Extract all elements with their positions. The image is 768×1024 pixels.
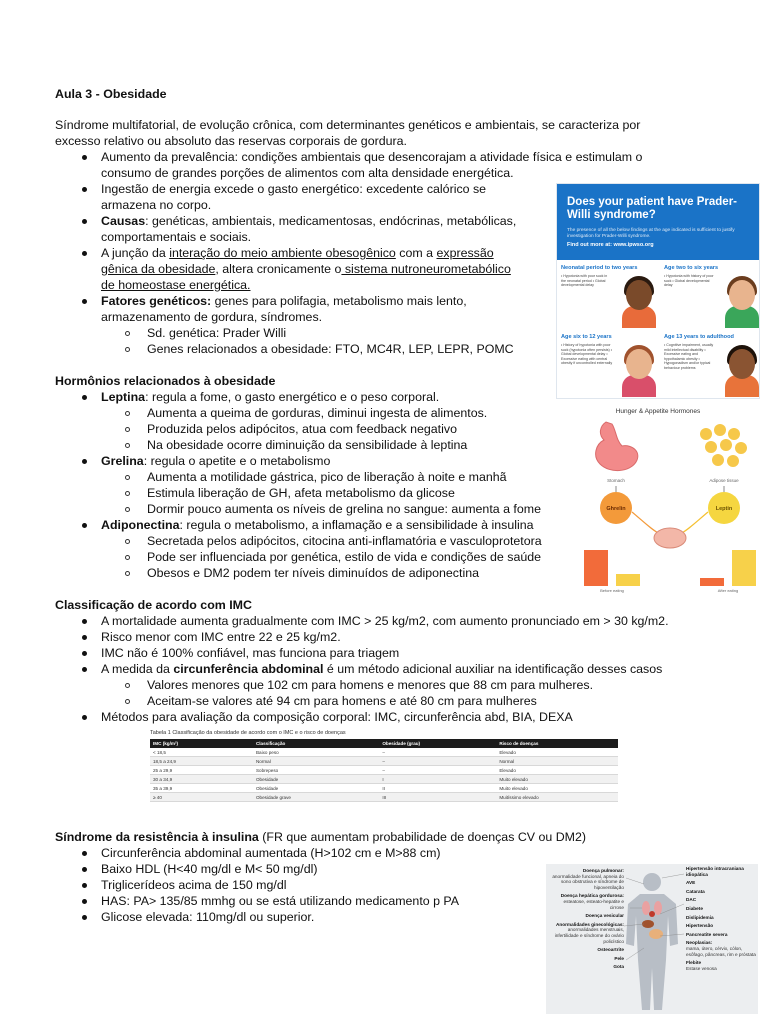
sub-bullet-circle xyxy=(125,699,130,704)
poster-age-cell xyxy=(660,331,760,399)
comorbidity-label: Doença vesicular xyxy=(585,913,624,919)
adipose-cells-icon xyxy=(700,424,747,467)
insulin-heading xyxy=(55,829,586,845)
table-cell: Muitíssimo elevado xyxy=(496,793,618,802)
table-header: Obesidade (grau) xyxy=(379,739,496,748)
comorbidity-label: Catarata xyxy=(686,888,705,894)
bullet-juncao-l3: de homeostase energética. xyxy=(101,278,251,292)
brain-icon xyxy=(654,528,686,548)
intro-line-2: excesso relativo ou absoluto das reservas corporais de gordura. xyxy=(55,134,407,148)
fatores-text: genes para polifagia, metabolismo mais lento, xyxy=(211,294,467,308)
imc-bullet-1: A mortalidade aumenta gradualmente com IMC > 25 kg/m2, com aumento pronunciado em > 30 kg/m2. xyxy=(101,614,669,628)
comorbidity-label: Diabete xyxy=(686,905,703,911)
comorbidities-figure xyxy=(546,864,758,1014)
poster-cell-text: • History of hypotonia with poor suck (hypotonia often persists) • Global developmental delay • Excessive eating with central obesity if uncontrolled externally xyxy=(561,343,613,366)
bullet-causas-l2: comportamentais e sociais. xyxy=(101,230,252,244)
imc-heading: Classificação de acordo com IMC xyxy=(55,598,252,612)
bullet-dot xyxy=(82,899,87,904)
comorbidity-label: Flebite Estase venosa xyxy=(686,960,717,971)
causas-label: Causas xyxy=(101,214,146,228)
bullet-dot xyxy=(82,619,87,624)
table-header-row xyxy=(150,739,618,748)
juncao-text-g: sistema nutroneurometabólico xyxy=(341,262,511,276)
table-caption: Tabela 1 Classificação da obesidade de acordo com o IMC e o risco de doenças xyxy=(150,730,346,736)
adiponectina-item xyxy=(101,517,534,533)
sub-bullet-circle xyxy=(125,571,130,576)
sub-bullet-circle xyxy=(125,427,130,432)
ghrelin-bar-high xyxy=(584,550,608,586)
intro-line-1: Síndrome multifatorial, de evolução crônica, com determinantes genéticos e ambientais, se caracteriza por xyxy=(55,118,641,132)
imc-bullet-4 xyxy=(101,661,662,677)
leptin-bar-high xyxy=(732,550,756,586)
table-cell: 35 a 39,9 xyxy=(150,784,253,793)
sub-bullet-circle xyxy=(125,475,130,480)
poster-cell-title: Age 13 years to adulthood xyxy=(664,334,734,340)
sub-prader-willi: Sd. genética: Prader Willi xyxy=(147,326,287,340)
insulin-item-4: HAS: PA> 135/85 mmhg ou se está utilizando medicamento p PA xyxy=(101,894,460,908)
adiponectina-sub-3: Obesos e DM2 podem ter níveis diminuídos de adiponectina xyxy=(147,566,479,580)
imc-sub-1: Valores menores que 102 cm para homens e menores que 88 cm para mulheres. xyxy=(147,678,594,692)
comorbidity-label: Doença pulmonar: anormalidade funcional, apneia do sono obstrutiva e síndrome de hipoventilação xyxy=(552,868,624,890)
bullet-dot xyxy=(82,915,87,920)
child-face-icon xyxy=(729,280,755,310)
juncao-text-d: expressão xyxy=(436,246,494,260)
bullet-dot xyxy=(82,851,87,856)
sub-bullet-circle xyxy=(125,331,130,336)
leptina-sub-2: Produzida pelos adipócitos, atua com feedback negativo xyxy=(147,422,457,436)
sub-bullet-circle xyxy=(125,683,130,688)
bullet-dot xyxy=(82,251,87,256)
juncao-text-b: interação do meio ambiente obesogênico xyxy=(169,246,396,260)
bullet-dot xyxy=(82,459,87,464)
table-cell: – xyxy=(379,757,496,766)
comorbidity-label: Dislipidemia xyxy=(686,914,714,920)
adiponectina-text: : regula o metabolismo, a inflamação e a sensibilidade à insulina xyxy=(179,518,534,532)
comorbidity-label: Anormalidades ginecológicas: anormalidades menstruais, infertilidade e síndrome do ovário policístico xyxy=(554,921,624,944)
prader-willi-poster xyxy=(556,183,760,399)
imc-bullet-2: Risco menor com IMC entre 22 e 25 kg/m2. xyxy=(101,630,341,644)
bullet-juncao-l2 xyxy=(101,261,511,277)
grelina-sub-1: Aumenta a motilidade gástrica, pico de liberação à noite e manhã xyxy=(147,470,507,484)
table-cell: II xyxy=(379,784,496,793)
hunger-right-caption: After eating xyxy=(717,588,739,593)
comorbidity-label: Neoplasias: mama, útero, cérvix, cólon, esôfago, pâncreas, rim e próstata xyxy=(686,940,756,957)
poster-title: Does your patient have Prader-Willi syndrome? xyxy=(567,196,737,221)
page-title: Aula 3 - Obesidade xyxy=(55,87,167,101)
table-row xyxy=(150,784,618,793)
hunger-right-sub: Adipose tissue xyxy=(709,478,739,483)
comorbidity-label: Pancreatite severa xyxy=(686,931,728,937)
table-cell: Muito elevado xyxy=(496,784,618,793)
bullet-causas-l1 xyxy=(101,213,516,229)
table-cell: 30 a 34,9 xyxy=(150,775,253,784)
table-cell: Obesidade xyxy=(253,784,379,793)
table-cell: – xyxy=(379,748,496,757)
ghrelin-label: Ghrelin xyxy=(606,506,626,512)
grelina-item xyxy=(101,453,330,469)
bullet-dot xyxy=(82,667,87,672)
hunger-hormones-figure xyxy=(556,404,760,594)
poster-cell-text: • Hypotonia with poor suck in the neonatal period • Global developmental delay xyxy=(561,274,608,288)
leptina-sub-3: Na obesidade ocorre diminuição da sensibilidade à leptina xyxy=(147,438,468,452)
table-row xyxy=(150,748,618,757)
grelina-sub-3: Dormir pouco aumenta os níveis de grelina no sangue: aumenta a fome xyxy=(147,502,541,516)
table-cell: Obesidade grave xyxy=(253,793,379,802)
hunger-left-sub: Stomach xyxy=(607,478,625,483)
imc-bullet-5: Métodos para avaliação da composição corporal: IMC, circunferência abd, BIA, DEXA xyxy=(101,710,573,724)
bullet-fatores-l2: armazenamento de gordura, síndromes. xyxy=(101,310,323,324)
comorbidity-label: Gota xyxy=(613,964,624,970)
imc-b4-text-c: é um método adicional auxiliar na identificação desses casos xyxy=(323,662,663,676)
hunger-left-caption: Before eating xyxy=(600,588,624,593)
table-row xyxy=(150,766,618,775)
sub-bullet-circle xyxy=(125,491,130,496)
insulin-item-5: Glicose elevada: 110mg/dl ou superior. xyxy=(101,910,315,924)
comorbidity-label: Osteoartrite xyxy=(597,947,624,953)
comorbidity-label: AVE xyxy=(686,880,696,886)
insulin-item-1: Circunferência abdominal aumentada (H>102 cm e M>88 cm) xyxy=(101,846,441,860)
table-cell: Elevado xyxy=(496,766,618,775)
table-cell: 25 a 29,9 xyxy=(150,766,253,775)
poster-cell-title: Neonatal period to two years xyxy=(561,265,638,271)
bullet-dot xyxy=(82,299,87,304)
poster-cell-title: Age two to six years xyxy=(664,265,719,271)
leptin-bar-low xyxy=(700,578,724,586)
human-body-icon xyxy=(626,873,678,1010)
bullet-juncao-l1 xyxy=(101,245,494,261)
causas-text: : genéticas, ambientais, medicamentosas, endócrinas, metabólicas, xyxy=(145,214,517,228)
leptina-text: : regula a fome, o gasto energético e o peso corporal. xyxy=(145,390,440,404)
table-cell: ≥ 40 xyxy=(150,793,253,802)
table-cell: Normal xyxy=(253,757,379,766)
bullet-dot xyxy=(82,395,87,400)
table-cell: Sobrepeso xyxy=(253,766,379,775)
juncao-text-a: A junção da xyxy=(101,246,170,260)
sub-bullet-circle xyxy=(125,539,130,544)
imc-sub-2: Aceitam-se valores até 94 cm para homens e até 80 cm para mulheres xyxy=(147,694,537,708)
fatores-label: Fatores genéticos: xyxy=(101,294,212,308)
bullet-prevalencia-l2: consumo de grandes porções de alimentos com alta densidade energética. xyxy=(101,166,514,180)
leptina-sub-1: Aumenta a queima de gorduras, diminui ingesta de alimentos. xyxy=(147,406,488,420)
leptina-item xyxy=(101,389,439,405)
poster-subtitle: The presence of all the below findings at the age indicated is sufficient to justify investigation for Prader-Willi syndrome. xyxy=(567,228,735,239)
imc-b4-text-b: circunferência abdominal xyxy=(173,662,324,676)
bullet-dot xyxy=(82,523,87,528)
comorbidity-label: Doença hepática gordurosa: esteatose, esteato-hepatite e cirrose xyxy=(560,893,624,910)
juncao-text-e: gênica da obesidade xyxy=(101,262,216,276)
poster-age-cell xyxy=(557,262,658,330)
stomach-icon xyxy=(596,422,638,471)
juncao-text-f: , altera cronicamente o xyxy=(215,262,342,276)
bullet-prevalencia-l1: Aumento da prevalência: condições ambientais que desencorajam a atividade física e estimulam o xyxy=(101,150,643,164)
comorbidity-label: Pele xyxy=(614,955,624,961)
bullet-dot xyxy=(82,219,87,224)
imc-bullet-3: IMC não é 100% confiável, mas funciona para triagem xyxy=(101,646,400,660)
sub-bullet-circle xyxy=(125,443,130,448)
imc-b4-text-a: A medida da xyxy=(101,662,174,676)
adiponectina-sub-2: Pode ser influenciada por genética, estilo de vida e condições de saúde xyxy=(147,550,542,564)
bullet-fatores-l1 xyxy=(101,293,467,309)
bullet-dot xyxy=(82,867,87,872)
leptina-label: Leptina xyxy=(101,390,146,404)
table-row xyxy=(150,793,618,802)
table-cell: I xyxy=(379,775,496,784)
bullet-dot xyxy=(82,187,87,192)
bullet-dot xyxy=(82,651,87,656)
figure-left-labels xyxy=(550,868,624,973)
leptin-label: Leptin xyxy=(715,506,733,512)
table-header: IMC (kg/m²) xyxy=(150,739,253,748)
grelina-sub-2: Estimula liberação de GH, afeta metabolismo da glicose xyxy=(147,486,455,500)
imc-table xyxy=(150,739,618,802)
poster-header xyxy=(557,184,760,260)
comorbidity-label: Hipertensão xyxy=(686,923,714,929)
juncao-text-c: com a xyxy=(395,246,437,260)
bullet-dot xyxy=(82,635,87,640)
table-row xyxy=(150,775,618,784)
poster-age-cell xyxy=(660,262,760,330)
bullet-dot xyxy=(82,883,87,888)
table-cell: – xyxy=(379,766,496,775)
sub-bullet-circle xyxy=(125,507,130,512)
insulin-item-2: Baixo HDL (H<40 mg/dl e M< 50 mg/dl) xyxy=(101,862,318,876)
insulin-heading-note: (FR que aumentam probabilidade de doenças CV ou DM2) xyxy=(258,830,586,844)
adiponectina-label: Adiponectina xyxy=(101,518,180,532)
table-cell: Muito elevado xyxy=(496,775,618,784)
sub-genes: Genes relacionados a obesidade: FTO, MC4R, LEP, LEPR, POMC xyxy=(147,342,514,356)
sub-bullet-circle xyxy=(125,555,130,560)
poster-cell-text: • Cognitive impairment, usually mild intellectual disability • Excessive eating and hypothalamic obesity • Hypogonadism and/or typical behaviour problems xyxy=(664,343,714,370)
child-face-icon xyxy=(626,349,652,379)
poster-cell-text: • Hypotonia with history of poor suck • Global developmental delay xyxy=(664,274,714,288)
hunger-title: Hunger & Appetite Hormones xyxy=(615,408,701,415)
comorbidity-label: DAC xyxy=(686,897,697,903)
bullet-dot xyxy=(82,715,87,720)
hunger-svg xyxy=(556,404,760,594)
comorbidity-label: Hipertensão intracraniana idiopática xyxy=(686,866,744,877)
bullet-dot xyxy=(82,155,87,160)
insulin-heading-title: Síndrome da resistência à insulina xyxy=(55,830,259,844)
bullet-ingestao-l2: armazena no corpo. xyxy=(101,198,212,212)
table-cell: Elevado xyxy=(496,748,618,757)
table-cell: Obesidade xyxy=(253,775,379,784)
imc-table-figure xyxy=(150,730,618,800)
poster-cell-title: Age six to 12 years xyxy=(561,334,612,340)
ghrelin-bar-low xyxy=(616,574,640,586)
table-cell: < 18,5 xyxy=(150,748,253,757)
table-cell: Normal xyxy=(496,757,618,766)
child-face-icon xyxy=(626,280,652,310)
sub-bullet-circle xyxy=(125,411,130,416)
table-header: Classificação xyxy=(253,739,379,748)
child-face-icon xyxy=(729,349,755,379)
poster-link: Find out more at: www.ipwso.org xyxy=(567,242,654,248)
insulin-item-3: Triglicerídeos acima de 150 mg/dl xyxy=(101,878,287,892)
table-cell: III xyxy=(379,793,496,802)
sub-bullet-circle xyxy=(125,347,130,352)
hormones-heading: Hormônios relacionados à obesidade xyxy=(55,374,276,388)
table-header: Risco de doenças xyxy=(496,739,618,748)
figure-right-labels xyxy=(686,866,756,974)
grelina-text: : regula o apetite e o metabolismo xyxy=(143,454,331,468)
bullet-ingestao-l1: Ingestão de energia excede o gasto energético: excedente calórico se xyxy=(101,182,487,196)
poster-age-cell xyxy=(557,331,658,399)
table-cell: 18,5 a 24,9 xyxy=(150,757,253,766)
table-cell: Baixo peso xyxy=(253,748,379,757)
table-row xyxy=(150,757,618,766)
adiponectina-sub-1: Secretada pelos adipócitos, citocina anti-inflamatória e vasculoprotetora xyxy=(147,534,542,548)
grelina-label: Grelina xyxy=(101,454,144,468)
